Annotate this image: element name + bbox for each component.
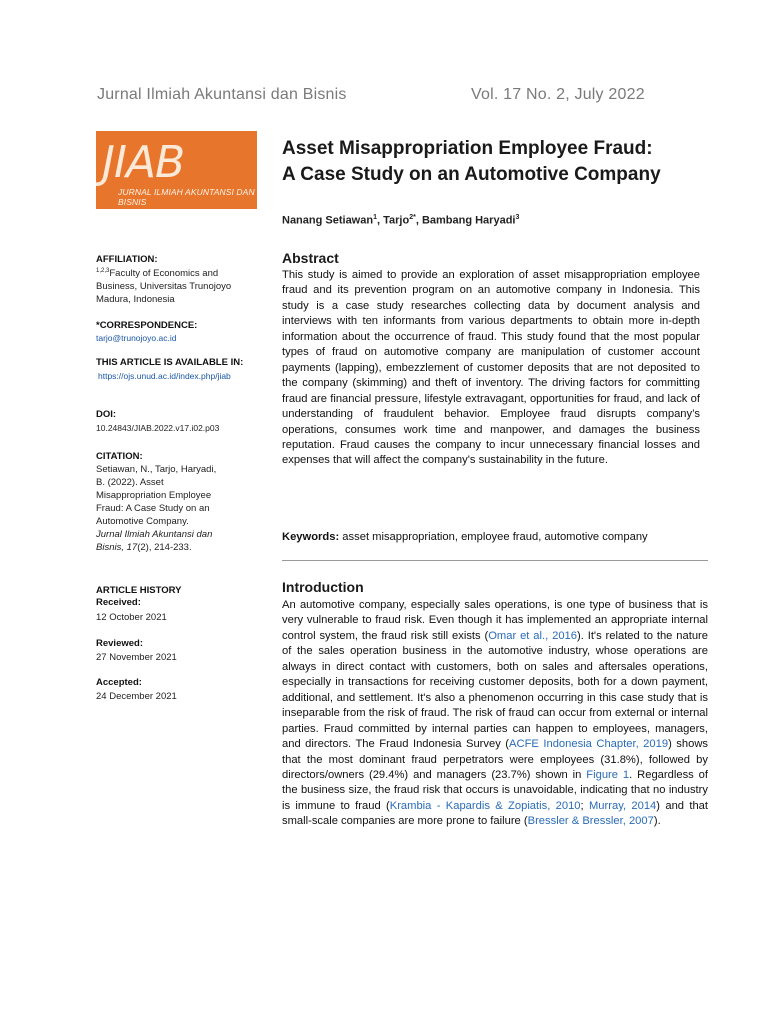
author-1-sup: 1	[373, 214, 377, 221]
citation-journal: Bisnis, 17	[96, 542, 138, 553]
reviewed-date: 27 November 2021	[96, 652, 177, 663]
available-label: THIS ARTICLE IS AVAILABLE IN:	[96, 357, 244, 368]
citation-pages: , 214-233.	[148, 542, 192, 553]
introduction-heading: Introduction	[282, 579, 364, 595]
logo-subtitle: JURNAL ILMIAH AKUNTANSI DAN BISNIS	[118, 187, 255, 207]
keywords-text: asset misappropriation, employee fraud, automotive company	[339, 531, 648, 543]
intro-text-1: An automotive company, especially sales operations, is one type of business that is very vulnerable to fraud risk. Even though it has implemented an appropriate internal control system, the fraud risk still exists (	[282, 599, 708, 642]
citation-link-acfe[interactable]: ACFE Indonesia Chapter, 2019	[509, 738, 669, 751]
abstract-body: This study is aimed to provide an exploration of asset misappropriation employee fraud and its prevention program on an automotive company in Indonesia. This study is a case study researches collecting data by document analysis and interviews with ten informants from various departments to obtain more in-depth information about the occurrence of fraud. This study found that the most popular types of fraud on automotive company are manipulation of customer account payments (lapping), embezzlement of customer deposits that are not deposited to the company (skimming) and theft of inventory. The driving factors for committing fraud are financial pressure, lifestyle extravagant, opportunities for fraud, and lack of understanding of fraudulent behavior. Employee fraud disrupts company’s operations, consumes work time and manpower, and damages the business reputation. Fraud causes the company to incur unnecessary financial losses and expenses that will affect the company's sustainability in the future.	[282, 269, 700, 467]
journal-name: Jurnal Ilmiah Akuntansi dan Bisnis	[97, 86, 347, 103]
citation-link-bressler[interactable]: Bressler & Bressler, 2007	[527, 815, 654, 828]
citation-line-3: Misappropriation Employee	[96, 490, 212, 501]
received-date: 12 October 2021	[96, 612, 167, 623]
keywords	[282, 531, 648, 543]
intro-text-2: ). It's related to the nature of the sales operation business in the automotive industry, whose operations are always in direct contact with customers, both on sales and aftersales operations, especially in transactions for receiving customer deposits, both for a down payment, additional, and settlement. It's also a phenomenon occurring in this case study that is inseparable from the risk of fraud. The risk of fraud can occur from external or internal parties. Fraud committed by internal parties can happen to employees, managers, and directors. The Fraud Indonesia Survey (	[282, 629, 709, 751]
volume-issue: Vol. 17 No. 2, July 2022	[471, 86, 645, 103]
citation-link-murray[interactable]: Murray, 2014	[588, 799, 657, 812]
affiliation-text	[96, 265, 266, 306]
abstract-heading: Abstract	[282, 250, 339, 266]
citation-link-omar[interactable]: Omar et al., 2016	[488, 629, 577, 642]
author-3: Bambang Haryadi	[421, 214, 516, 227]
article-title	[282, 136, 742, 188]
correspondence-label: *CORRESPONDENCE:	[96, 320, 198, 331]
accepted-date: 24 December 2021	[96, 691, 177, 702]
history-label: ARTICLE HISTORY	[96, 585, 182, 596]
section-divider	[282, 560, 708, 561]
affiliation-line-3: Madura, Indonesia	[96, 294, 175, 306]
title-line-1: Asset Misappropriation Employee Fraud:	[282, 138, 653, 159]
citation-line-2: B. (2022). Asset	[96, 477, 164, 488]
citation-line-7	[96, 541, 266, 554]
reviewed-label: Reviewed:	[96, 638, 143, 649]
citation-text	[96, 463, 266, 554]
intro-text-3: ) shows that the most dominant fraud perpetrators were employees (31.8%), followed by directors/owners (29.4%) and managers (23.7%) shown in	[282, 738, 708, 781]
citation-link-krambia[interactable]: Krambia - Kapardis & Zopiatis, 2010	[389, 799, 581, 812]
jiab-logo	[96, 131, 257, 209]
citation-line-4: Fraud: A Case Study on an	[96, 503, 210, 514]
citation-label: CITATION:	[96, 451, 143, 462]
citation-line-6: Jurnal Ilmiah Akuntansi dan	[96, 529, 213, 540]
authors: Nanang Setiawan$^1$, Tarjo$^{2*}$, Bambang Haryadi$^3$	[282, 214, 520, 227]
author-2-sup: 2*	[409, 214, 416, 221]
figure-1-link[interactable]: Figure 1	[586, 768, 630, 781]
intro-text-4: . Regardless of the business size, the fraud risk that occurs is unavoidable, indicating that no industry is immune to fraud (	[282, 768, 708, 812]
citation-issue: (2)	[137, 542, 149, 553]
affiliation-line-2: Business, Universitas Trunojoyo	[96, 281, 232, 293]
intro-text-5: ;	[580, 799, 589, 812]
author-2: Tarjo	[383, 214, 410, 227]
citation-line-1: Setiawan, N., Tarjo, Haryadi,	[96, 464, 217, 475]
citation-line-5: Automotive Company.	[96, 516, 189, 527]
affiliation-sup: 1,2,3	[96, 268, 110, 274]
introduction-body	[282, 598, 708, 830]
author-3-sup: 3	[515, 214, 520, 221]
affiliation-label: AFFILIATION:	[96, 254, 158, 265]
intro-text-6: ) and that small-scale companies are more prone to failure (	[282, 799, 709, 828]
affiliation-line-1: Faculty of Economics and	[109, 268, 219, 280]
author-1: Nanang Setiawan	[282, 214, 374, 227]
keywords-label: Keywords:	[282, 531, 340, 543]
available-url[interactable]: https://ojs.unud.ac.id/index.php/jiab	[98, 371, 231, 381]
doi-label: DOI:	[96, 409, 117, 420]
title-line-2: A Case Study on an Automotive Company	[282, 164, 661, 185]
doi-value[interactable]: 10.24843/JIAB.2022.v17.i02.p03	[96, 423, 220, 433]
accepted-label: Accepted:	[96, 677, 142, 688]
logo-mark: JIAB	[102, 137, 185, 188]
received-label: Received:	[96, 597, 141, 608]
correspondence-email[interactable]: tarjo@trunojoyo.ac.id	[96, 333, 177, 343]
intro-text-7: ).	[653, 815, 661, 828]
